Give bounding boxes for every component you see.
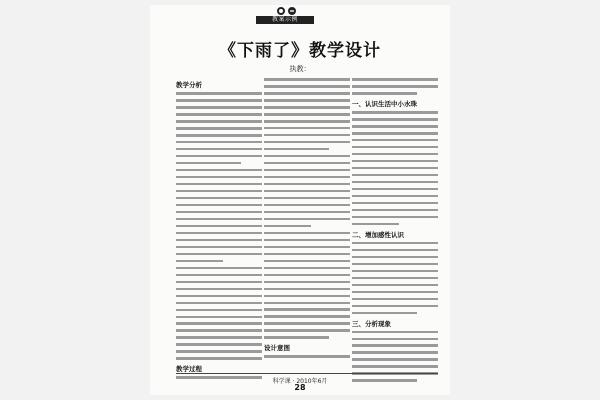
section-heading: 三、分析现象 <box>352 319 391 328</box>
journal-logo <box>266 6 308 16</box>
page-number: 28 <box>294 383 306 392</box>
article-byline: 执教： <box>289 65 311 73</box>
section-heading: 二、增加感性认识 <box>352 230 404 239</box>
text-column-3 <box>352 78 438 368</box>
body-text <box>352 111 438 225</box>
article-title: 《下雨了》教学设计 <box>219 41 381 61</box>
section-heading: 教学过程 <box>176 365 202 374</box>
text-column-2 <box>264 78 350 368</box>
text-column-1 <box>176 78 262 374</box>
body-text <box>264 78 350 339</box>
section-tag: 教案示例 <box>256 16 314 24</box>
section-heading: 教学分析 <box>176 81 202 89</box>
section-heading: 一、认识生活中小水珠 <box>352 99 417 108</box>
body-text <box>176 92 262 360</box>
section-heading: 设计意图 <box>264 344 290 353</box>
journal-footer: 科学课 · 2010年6月 <box>272 378 328 385</box>
footer-rule <box>176 373 438 374</box>
